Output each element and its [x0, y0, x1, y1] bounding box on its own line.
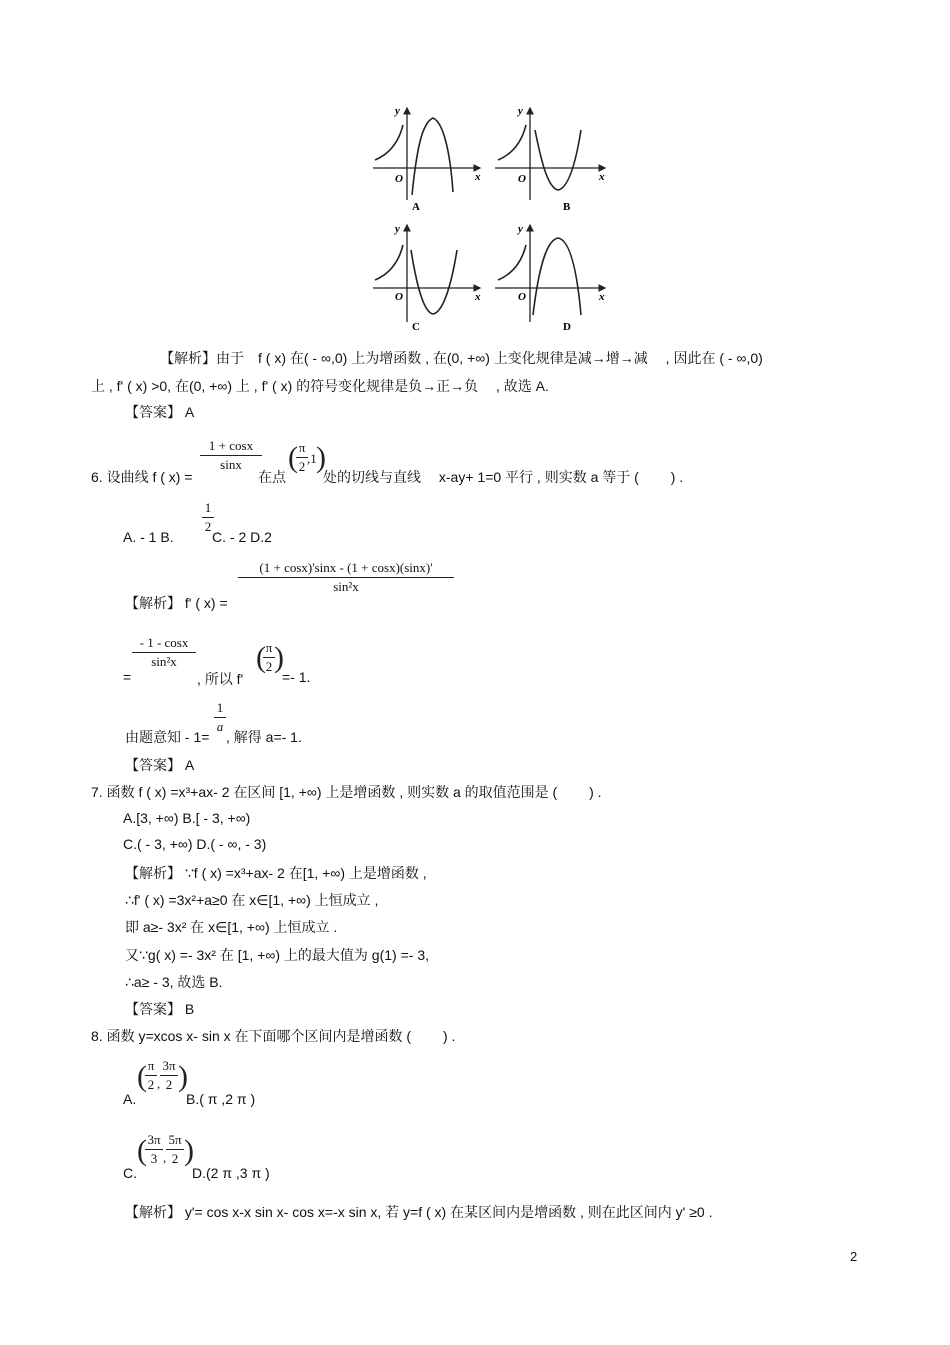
- q6-known-fraction: [214, 700, 226, 735]
- q8-option-a-denominator2: 2: [165, 1077, 173, 1092]
- q6-equals: =: [123, 669, 132, 685]
- q7-analysis-line5: ∴a≥ - 3, 故选 B.: [125, 974, 223, 990]
- q6-options-cd: C. - 2 D.2: [212, 529, 272, 545]
- q6-point-y: ,1: [307, 451, 317, 466]
- q6-simplified-fraction: [132, 635, 196, 670]
- q6-simplified-numerator: - 1 - cosx: [139, 635, 189, 650]
- q8-option-c-fraction2: [166, 1132, 184, 1167]
- q6-so-denominator: 2: [265, 659, 273, 674]
- q7-options-cd: C.( - 3, +∞) D.( - ∞, - 3): [123, 836, 267, 852]
- q6-simplified-denominator: sin²x: [151, 654, 177, 669]
- q6-option-b-denominator: 2: [204, 519, 212, 534]
- q8-option-c-comma: ,: [163, 1150, 167, 1165]
- graph-a: [373, 105, 481, 213]
- q8-option-c-fraction1: [145, 1132, 163, 1167]
- q7-analysis-line4: 又∵g( x) =- 3x² 在 [1, +∞) 上的最大值为 g(1) =- 3,: [125, 947, 429, 963]
- q7-analysis-line1: 【解析】 ∵f ( x) =x³+ax- 2 在[1, +∞) 上是增函数 ,: [125, 865, 427, 881]
- q6-derivative-denominator: sin²x: [333, 579, 359, 594]
- q6-known-prefix: 由题意知 - 1=: [125, 729, 210, 745]
- q7-analysis-line3: 即 a≥- 3x² 在 x∈[1, +∞) 上恒成立 .: [125, 919, 338, 935]
- q6-point-left-paren: (: [288, 441, 298, 474]
- q8-option-a-fraction1: [145, 1058, 157, 1093]
- q8-option-a-left-paren: (: [137, 1060, 147, 1093]
- graph-b-letter: B: [563, 201, 571, 213]
- q6-known-suffix: , 解得 a=- 1.: [226, 729, 302, 745]
- graph-b-y-label: y: [518, 105, 523, 117]
- q6-point-denominator: 2: [298, 459, 306, 474]
- q6-answer: 【答案】 A: [125, 757, 195, 773]
- q8-option-d: D.(2 π ,3 π ): [192, 1165, 270, 1181]
- q6-fraction-denominator: sinx: [220, 457, 242, 472]
- q8-option-c-denominator1: 3: [150, 1151, 158, 1166]
- q8-option-c-numerator2: 5π: [168, 1132, 182, 1147]
- q8-option-a-comma: ,: [157, 1076, 161, 1091]
- graph-a-origin: O: [395, 173, 403, 185]
- graph-d-letter: D: [563, 321, 571, 333]
- q6-so-left-paren: (: [256, 641, 266, 674]
- q6-stem-suffix: 处的切线与直线 x-ay+ 1=0 平行 , 则实数 a 等于 ( ) .: [323, 469, 684, 485]
- q8-option-a-fraction2: [160, 1058, 178, 1093]
- q7-analysis-line2: ∴f' ( x) =3x²+a≥0 在 x∈[1, +∞) 上恒成立 ,: [125, 892, 379, 908]
- graph-c-y-label: y: [395, 223, 400, 235]
- graph-d: [495, 223, 605, 333]
- q8-stem: 8. 函数 y=xcos x- sin x 在下面哪个区间内是增函数 ( ) .: [91, 1028, 456, 1044]
- q8-option-c-numerator1: 3π: [147, 1132, 161, 1147]
- q6-options-ab: A. - 1 B.: [123, 529, 174, 545]
- q8-option-c-label: C.: [123, 1165, 137, 1181]
- graph-d-y-label: y: [518, 223, 523, 235]
- q8-option-c-denominator2: 2: [171, 1151, 179, 1166]
- q8-analysis: 【解析】 y'= cos x-x sin x- cos x=-x sin x, 若 y=f ( x) 在某区间内是增函数 , 则在此区间内 y' ≥0 .: [125, 1204, 713, 1220]
- q5-analysis-line2: 上 , f' ( x) >0, 在(0, +∞) 上 , f' ( x) 的符号变化规律是负→正→负 , 故选 A.: [91, 378, 549, 394]
- graph-c-x-label: x: [475, 291, 481, 303]
- q6-analysis-label: 【解析】 f' ( x) =: [125, 595, 228, 611]
- q5-answer: 【答案】 A: [125, 404, 195, 420]
- q7-options-ab: A.[3, +∞) B.[ - 3, +∞): [123, 810, 251, 826]
- q8-option-c-left-paren: (: [137, 1134, 147, 1167]
- graph-a-letter: A: [412, 201, 420, 213]
- graph-a-y-label: y: [395, 105, 400, 117]
- graph-d-x-label: x: [599, 291, 605, 303]
- q6-so-right-paren: ): [274, 641, 284, 674]
- q7-answer: 【答案】 B: [125, 1001, 195, 1017]
- graph-b: [495, 105, 605, 213]
- q8-option-a-numerator2: 3π: [162, 1058, 176, 1073]
- q8-option-b: B.( π ,2 π ): [186, 1091, 256, 1107]
- page-number: 2: [850, 1249, 858, 1264]
- q8-option-a-denominator1: 2: [147, 1077, 155, 1092]
- q5-analysis-line1: 【解析】由于 f ( x) 在( - ∞,0) 上为增函数 , 在(0, +∞) 上变化规律是减→增→减 , 因此在 ( - ∞,0): [160, 350, 763, 366]
- graph-c: [373, 223, 481, 333]
- q6-at-point: 在点: [258, 469, 286, 485]
- graph-d-origin: O: [518, 291, 526, 303]
- q6-known-numerator: 1: [216, 700, 224, 715]
- q6-known-denominator: a: [216, 719, 224, 734]
- q8-option-a-right-paren: ): [178, 1060, 188, 1093]
- graph-c-letter: C: [412, 321, 420, 333]
- q6-so-numerator: π: [265, 640, 273, 655]
- q6-point-numerator: π: [298, 440, 306, 455]
- q6-fraction-numerator: 1 + cosx: [208, 438, 254, 453]
- graph-b-origin: O: [518, 173, 526, 185]
- q6-so-text: , 所以 f': [197, 671, 244, 687]
- graph-a-x-label: x: [475, 171, 481, 183]
- q6-point-right-paren: ): [316, 441, 326, 474]
- q8-option-a-numerator1: π: [147, 1058, 155, 1073]
- graph-c-origin: O: [395, 291, 403, 303]
- q6-option-b-numerator: 1: [204, 500, 212, 515]
- q8-option-a-label: A.: [123, 1091, 137, 1107]
- q6-derivative-fraction: [238, 560, 454, 595]
- q6-derivative-numerator: (1 + cosx)'sinx - (1 + cosx)(sinx)': [259, 560, 433, 575]
- multiple-choice-graphs-figure: [365, 100, 615, 335]
- q6-function-fraction: [200, 438, 262, 473]
- graph-b-x-label: x: [599, 171, 605, 183]
- q6-stem-prefix: 6. 设曲线 f ( x) =: [91, 469, 193, 485]
- q7-stem: 7. 函数 f ( x) =x³+ax- 2 在区间 [1, +∞) 上是增函数 , 则实数 a 的取值范围是 ( ) .: [91, 784, 602, 800]
- q6-so-result: =- 1.: [282, 669, 311, 685]
- q8-option-c-right-paren: ): [184, 1134, 194, 1167]
